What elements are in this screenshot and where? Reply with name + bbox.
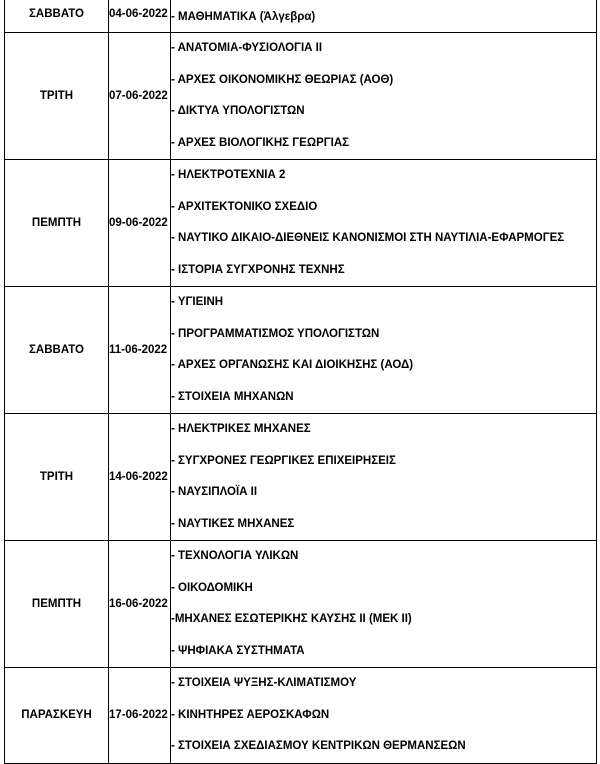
subjects-cell — [171, 287, 597, 414]
subject-item: - ΜΑΘΗΜΑΤΙΚΑ (Άλγεβρα) — [171, 11, 316, 23]
subject-item: - ΑΡΧΙΤΕΚΤΟΝΙΚΟ ΣΧΕΔΙΟ — [171, 200, 318, 213]
subject-item: -ΜΗΧΑΝΕΣ ΕΣΩΤΕΡΙΚΗΣ ΚΑΥΣΗΣ ΙΙ (ΜΕΚ ΙΙ) — [171, 613, 412, 625]
day-cell: ΣΑΒΒΑΤΟ — [5, 287, 109, 414]
subject-item: - ΥΓΙΕΙΝΗ — [171, 296, 224, 308]
subject-item: - ΔΙΚΤΥΑ ΥΠΟΛΟΓΙΣΤΩΝ — [171, 105, 305, 117]
date-cell: 09-06-2022 — [109, 160, 171, 287]
exam-schedule-table — [4, 0, 597, 764]
schedule-row — [5, 287, 597, 414]
subject-item: - ΑΡΧΕΣ ΒΙΟΛΟΓΙΚΗΣ ΓΕΩΡΓΙΑΣ — [171, 136, 350, 149]
schedule-row — [5, 33, 597, 160]
subjects-cell — [171, 0, 597, 33]
schedule-row — [5, 668, 597, 764]
subject-item: - ΣΤΟΙΧΕΙΑ ΣΧΕΔΙΑΣΜΟΥ ΚΕΝΤΡΙΚΩΝ ΘΕΡΜΑΝΣΕΩΝ — [171, 740, 466, 752]
subject-item: - ΗΛΕΚΤΡΙΚΕΣ ΜΗΧΑΝΕΣ — [171, 423, 311, 435]
date-cell: 14-06-2022 — [109, 414, 171, 541]
date-cell: 04-06-2022 — [109, 0, 171, 33]
subject-item: - ΑΝΑΤΟΜΙΑ-ΦΥΣΙΟΛΟΓΙΑ ΙΙ — [171, 42, 323, 54]
date-cell: 11-06-2022 — [109, 287, 171, 414]
subject-item: - ΝΑΥΤΙΚΟ ΔΙΚΑΙΟ-ΔΙΕΘΝΕΙΣ ΚΑΝΟΝΙΣΜΟΙ ΣΤΗ ΝΑΥΤΙΛΙΑ-ΕΦΑΡΜΟΓΕΣ — [171, 232, 565, 244]
subject-item: - ΝΑΥΣΙΠΛΟΪΑ ΙΙ — [171, 486, 258, 498]
schedule-row — [5, 541, 597, 668]
date-cell: 07-06-2022 — [109, 33, 171, 160]
subject-item: - ΗΛΕΚΤΡΟΤΕΧΝΙΑ 2 — [171, 169, 286, 181]
subject-item: - ΟΙΚΟΔΟΜΙΚΗ — [171, 581, 253, 594]
subject-item: - ΑΡΧΕΣ ΟΡΓΑΝΩΣΗΣ ΚΑΙ ΔΙΟΙΚΗΣΗΣ (ΑΟΔ) — [171, 359, 414, 371]
schedule-row — [5, 160, 597, 287]
schedule-row — [5, 0, 597, 33]
subject-item: - ΣΥΓΧΡΟΝΕΣ ΓΕΩΡΓΙΚΕΣ ΕΠΙΧΕΙΡΗΣΕΙΣ — [171, 454, 396, 467]
subject-item: - ΚΙΝΗΤΗΡΕΣ ΑΕΡΟΣΚΑΦΩΝ — [171, 708, 330, 721]
schedule-row — [5, 414, 597, 541]
day-cell: ΤΡΙΤΗ — [5, 33, 109, 160]
subject-item: - ΨΗΦΙΑΚΑ ΣΥΣΤΗΜΑΤΑ — [171, 644, 305, 657]
subjects-cell — [171, 33, 597, 160]
subject-item: - ΣΤΟΙΧΕΙΑ ΜΗΧΑΝΩΝ — [171, 390, 294, 403]
subject-item: - ΤΕΧΝΟΛΟΓΙΑ ΥΛΙΚΩΝ — [171, 550, 299, 562]
day-cell: ΠΕΜΠΤΗ — [5, 541, 109, 668]
subject-item: - ΣΤΟΙΧΕΙΑ ΨΥΞΗΣ-ΚΛΙΜΑΤΙΣΜΟΥ — [171, 677, 357, 689]
date-cell: 16-06-2022 — [109, 541, 171, 668]
subject-item: - ΝΑΥΤΙΚΕΣ ΜΗΧΑΝΕΣ — [171, 517, 295, 530]
day-cell: ΣΑΒΒΑΤΟ — [5, 0, 109, 33]
subjects-cell — [171, 541, 597, 668]
subjects-cell — [171, 160, 597, 287]
subjects-cell — [171, 414, 597, 541]
subject-item: - ΑΡΧΕΣ ΟΙΚΟΝΟΜΙΚΗΣ ΘΕΩΡΙΑΣ (ΑΟΘ) — [171, 73, 394, 86]
subjects-cell — [171, 668, 597, 764]
subject-item: - ΠΡΟΓΡΑΜΜΑΤΙΣΜΟΣ ΥΠΟΛΟΓΙΣΤΩΝ — [171, 327, 380, 340]
day-cell: ΤΡΙΤΗ — [5, 414, 109, 541]
day-cell: ΠΕΜΠΤΗ — [5, 160, 109, 287]
date-cell: 17-06-2022 — [109, 668, 171, 764]
subject-item: - ΙΣΤΟΡΙΑ ΣΥΓΧΡΟΝΗΣ ΤΕΧΝΗΣ — [171, 263, 345, 276]
day-cell: ΠΑΡΑΣΚΕΥΗ — [5, 668, 109, 764]
